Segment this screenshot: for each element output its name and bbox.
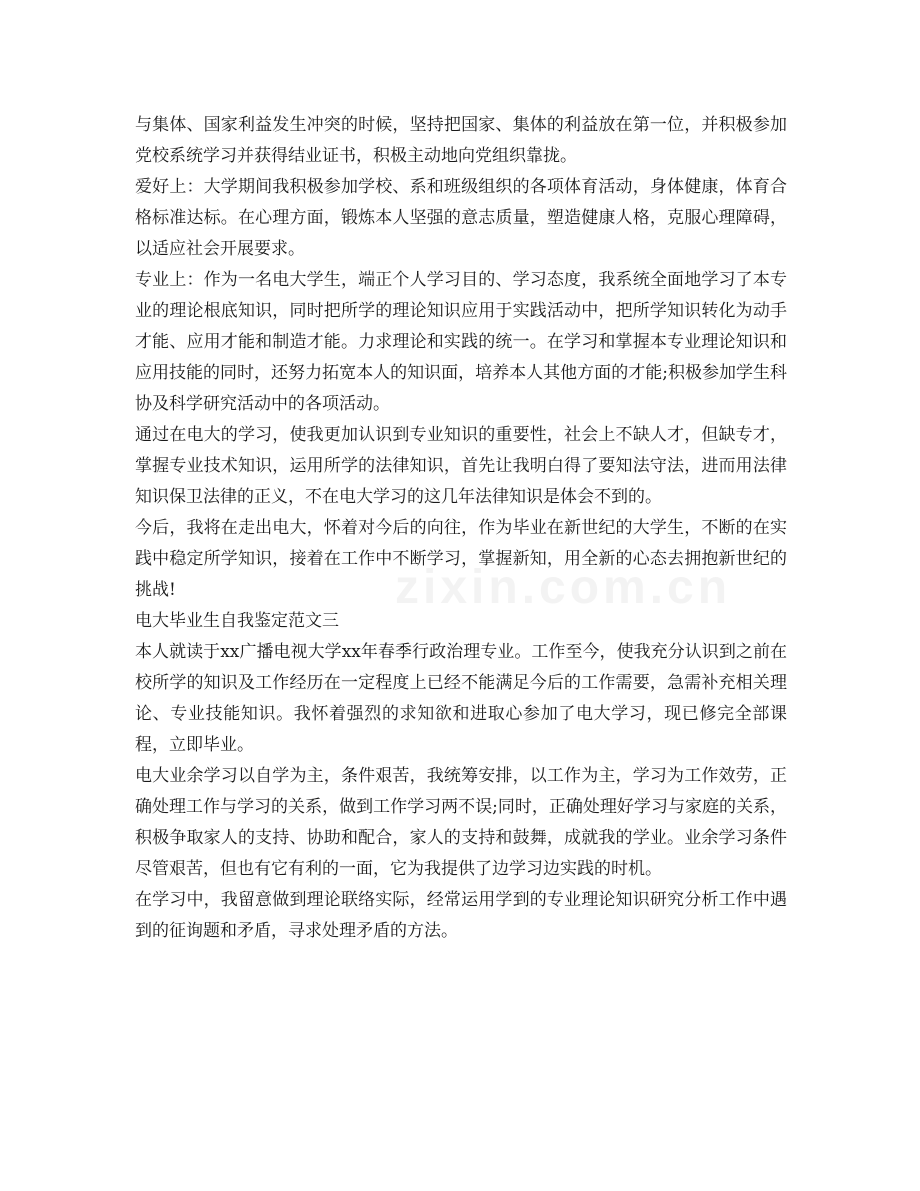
paragraph: 专业上：作为一名电大学生，端正个人学习目的、学习态度，我系统全面地学习了本专业的理论根底知识，同时把所学的理论知识应用于实践活动中，把所学知识转化为动手才能、应用才能和制造才能。力求理论和实践的统一。在学习和掌握本专业理论知识和应用技能的同时，还努力拓宽本人的知识面，培养本人其他方面的才能;积极参加学生科协及科学研究活动中的各项活动。 bbox=[135, 270, 787, 414]
watermark: zixin.com.cn bbox=[395, 561, 732, 614]
section-heading: 电大毕业生自我鉴定范文三 bbox=[135, 611, 339, 631]
paragraph: 在学习中，我留意做到理论联络实际，经常运用学到的专业理论知识研究分析工作中遇到的征询题和矛盾，寻求处理矛盾的方法。 bbox=[135, 890, 787, 941]
paragraph: 电大业余学习以自学为主，条件艰苦，我统筹安排，以工作为主，学习为工作效劳，正确处理工作与学习的关系，做到工作学习两不误;同时，正确处理好学习与家庭的关系，积极争取家人的支持、协助和配合，家人的支持和鼓舞，成就我的学业。业余学习条件尽管艰苦，但也有它有利的一面，它为我提供了边学习边实践的时机。 bbox=[135, 766, 787, 879]
paragraph: 本人就读于xx广播电视大学xx年春季行政治理专业。工作至今，使我充分认识到之前在校所学的知识及工作经历在一定程度上已经不能满足今后的工作需要，急需补充相关理论、专业技能知识。我怀着强烈的求知欲和进取心参加了电大学习，现已修完全部课程，立即毕业。 bbox=[135, 642, 787, 755]
paragraph: 与集体、国家利益发生冲突的时候，坚持把国家、集体的利益放在第一位，并积极参加党校系统学习并获得结业证书，积极主动地向党组织靠拢。 bbox=[135, 115, 787, 166]
document-body bbox=[135, 110, 787, 947]
paragraph: 爱好上：大学期间我积极参加学校、系和班级组织的各项体育活动，身体健康，体育合格标准达标。在心理方面，锻炼本人坚强的意志质量，塑造健康人格，克服心理障碍，以适应社会开展要求。 bbox=[135, 177, 787, 259]
paragraph: 通过在电大的学习，使我更加认识到专业知识的重要性，社会上不缺人才，但缺专才，掌握专业技术知识，运用所学的法律知识，首先让我明白得了要知法守法，进而用法律知识保卫法律的正义，不在电大学习的这几年法律知识是体会不到的。 bbox=[135, 425, 787, 507]
paragraph: 今后，我将在走出电大，怀着对今后的向往，作为毕业在新世纪的大学生，不断的在实践中稳定所学知识，接着在工作中不断学习，掌握新知，用全新的心态去拥抱新世纪的挑战! bbox=[135, 518, 787, 600]
